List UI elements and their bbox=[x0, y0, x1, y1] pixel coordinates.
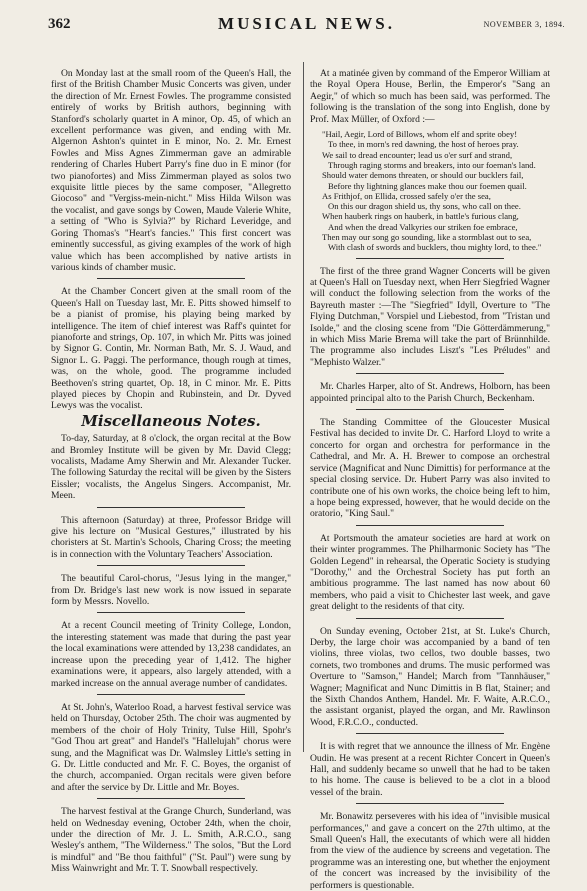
article-paragraph: On Monday last at the small room of the Queen's Hall, the first of the British Chamber Music Concerts was given, under the direction of Mr. Ernest Fowles. The programme consisted entirely of works by British authors, beginning with Stanford's scholarly quartet in A minor, Op. 45, of which an excellent performance was given, and ending with Mr. Algernon Ashton's quintet in E minor, No. 2. Mr. Ernest Fowles and Miss Agnes Zimmerman gave an admirable rendering of Charles Hubert Parry's fine duo in E minor (for two pianofortes) and Miss Zimmerman played as solos two exquisite little pieces by the same composer, "Allegretto Giocoso" and "Vergiss-mein-nicht." Miss Hilda Wilson was the vocalist, and gave songs by Cowen, Maude Valerie White, a setting of "Who is Sylvia?" by Richard Leveridge, and Goring Thomas's "Heart's fancies." This first concert was eminently successful, as giving examples of the work of high value which has been accomplished by native artists in various kinds of chamber music. bbox=[51, 68, 291, 273]
column-divider bbox=[303, 62, 304, 752]
article-paragraph: At a matinée given by command of the Emperor William at the Royal Opera House, Berlin, the Emperor's "Sang an Aegir," of which so much has been said, was performed. The following is the translation of the song into English, done by Prof. Max Müller, of Oxford :— bbox=[310, 68, 550, 125]
section-divider bbox=[356, 373, 504, 374]
page-header bbox=[48, 14, 565, 36]
poem-line: With clash of swords and bucklers, thou mighty lord, to thee." bbox=[328, 242, 542, 253]
section-heading: Miscellaneous Notes. bbox=[81, 411, 261, 430]
article-paragraph: The beautiful Carol-chorus, "Jesus lying in the manger," from Dr. Bridge's last new work is now issued in separate form by Messrs. Novello. bbox=[51, 573, 291, 608]
poem-line: Before thy lightning glances make thou our foemen quail. bbox=[328, 180, 527, 191]
article-paragraph: This afternoon (Saturday) at three, Professor Bridge will give his lecture on "Musical Gestures," illustrated by his choristers at St. Martin's Schools, Charing Cross; the meeting is in connection with the Voluntary Teachers' Association. bbox=[51, 514, 291, 560]
article-paragraph: At the Chamber Concert given at the small room of the Queen's Hall on Tuesday last, Mr. E. Pitts showed himself to be a pianist of promise, his playing being marked by intelligence. The item of chief interest was Raff's quintet for pianoforte and strings, Op. 107, in which Mr. Pitts was joined by Signor G. Contin, Mr. Norman Bath, Mr. S. J. Waud, and Signor L. G. Paggi. The performance, though rough at times, was, on the whole, good. The programme included Beethoven's string quartet, Op. 18, in C minor. Mr. E. Pitts played pieces by Chopin and Rubinstein, and Dr. Dyved Lewys was the vocalist. bbox=[51, 286, 291, 412]
section-divider bbox=[97, 798, 245, 799]
poem-line: When hauberk rings on hauberk, in battle's furious clang, bbox=[322, 211, 519, 222]
article-paragraph: At St. John's, Waterloo Road, a harvest festival service was held on Thursday, October 25th. The choir was augmented by members of the choir of Holy Trinity, Tulse Hill, Spohr's "God Thou art great" and Handel's "Hallelujah" chorus were sung, and the Magnificat was Dr. Walmsley Little's setting in G. Dr. Little conducted and Mr. F. C. Boyes, the organist of the church, accompanied. Organ recitals were given before and after the service by Dr. Little and Mr. Boyes. bbox=[51, 701, 291, 793]
publication-title: MUSICAL NEWS. bbox=[218, 14, 395, 33]
article-paragraph: The harvest festival at the Grange Church, Sunderland, was held on Wednesday evening, October 24th, when the choir, under the direction of Mr. J. L. Smith, A.R.C.O., sang Wesley's anthem, "The Wilderness." The solos, "But the Lord is mindful" and "Be thou faithful" ("St. Paul") were sung by Miss Wainwright and Mr. T. T. Snowball respectively. bbox=[51, 806, 291, 875]
article-paragraph: On Sunday evening, October 21st, at St. Luke's Church, Derby, the large choir was accompanied by a band of ten violins, three violas, two cellos, two double basses, two cornets, two trombones and drums. The music performed was Overture to "Samson," Handel; March from "Tannhäuser," Wagner; Magnificat and Nunc Dimittis in B flat, Stainer; and the Sixth Chandos Anthem, Handel. Mr. F. Waite, A.R.C.O., the assistant organist, played the organ, and Mr. Rawlinson Wood, F.R.C.O., conducted. bbox=[310, 625, 550, 728]
section-divider bbox=[97, 612, 245, 613]
section-divider bbox=[356, 618, 504, 619]
article-paragraph: The first of the three grand Wagner Concerts will be given at Queen's Hall on Tuesday next, when Herr Siegfried Wagner will conduct the following selection from the works of the Bayreuth master :—The "Siegfried" Idyll, Overture to "The Flying Dutchman," Vorspiel und Liebestod, from "Tristan und Isolde," and the closing scene from "Die Götterdämmerung," in which Miss Marie Brema will take the part of Brünnhilde. The programme also includes Liszt's "Les Préludes" and "Mephisto Walzer." bbox=[310, 265, 550, 368]
article-paragraph: To-day, Saturday, at 8 o'clock, the organ recital at the Bow and Bromley Institute will be given by Mr. David Clegg; vocalists, Madame Amy Sherwin and Mr. Alexander Tucker. The following Saturday the recital will be given by the Sisters Eissler; vocalists, the Angelus Singers. Accompanist, Mr. Meen. bbox=[51, 433, 291, 502]
article-paragraph: At Portsmouth the amateur societies are hard at work on their winter programmes. The Philharmonic Society has "The Golden Legend" in rehearsal, the Operatic Society is studying "Dorothy," and the Orchestral Society has put forth an ambitious programme. The last named has now about 60 members, who paid a visit to Chichester last week, and gave great delight to the residents of that city. bbox=[310, 532, 550, 613]
poem-line: And when the dread Valkyries our striken foe embrace, bbox=[328, 221, 518, 232]
section-divider bbox=[356, 803, 504, 804]
article-paragraph: Mr. Charles Harper, alto of St. Andrews, Holborn, has been appointed principal alto to the Parish Church, Beckenham. bbox=[310, 381, 550, 404]
section-divider bbox=[97, 694, 245, 695]
left-column bbox=[51, 68, 291, 875]
poem-line: Then may our song go sounding, like a stormblast out to sea, bbox=[322, 232, 532, 242]
poem-line: "Hail, Aegir, Lord of Billows, whom elf and sprite obey! bbox=[322, 129, 518, 140]
poem-line: We sail to dread encounter; lead us o'er surf and strand, bbox=[322, 149, 513, 160]
right-column bbox=[310, 68, 550, 891]
poem-line: Through raging storms and breakers, into our foeman's land. bbox=[328, 159, 536, 170]
poem-line: As Frithjof, on Ellida, crossed safely o'er the sea, bbox=[322, 190, 491, 201]
poem-line: On this our dragon shield us, thy sons, who call on thee. bbox=[328, 201, 521, 212]
article-paragraph: At a recent Council meeting of Trinity College, London, the interesting statement was made that during the past year the local examinations were attended by 13,238 candidates, an increase upon the preceding year of 1,412. The higher examinations were, it appears, also largely attended, with a marked increase on the annual average number of candidates. bbox=[51, 620, 291, 689]
poem-line: Should water demons threaten, or should our bucklers fail, bbox=[322, 170, 524, 181]
poem-line: To thee, in morn's red dawning, the host of heroes pray. bbox=[328, 139, 519, 150]
section-divider bbox=[356, 258, 504, 259]
issue-date: NOVEMBER 3, 1894. bbox=[483, 20, 565, 29]
section-divider bbox=[356, 733, 504, 734]
page-number: 362 bbox=[48, 16, 71, 32]
article-paragraph: It is with regret that we announce the illness of Mr. Engène Oudin. He was present at a recent Richter Concert in Queen's Hall, and suddenly became so unwell that he had to be taken to his home. The cause is believed to be a clot in a blood vessel of the brain. bbox=[310, 741, 550, 798]
section-divider bbox=[97, 507, 245, 508]
section-divider bbox=[97, 565, 245, 566]
article-paragraph: The Standing Committee of the Gloucester Musical Festival has decided to invite Dr. C. Harford Lloyd to write a concerto for organ and orchestra for performance in the Cathedral, and Mr. A. H. Brewer to compose an orchestral service (Magnificat and Nunc Dimittis) for performance at the special closing service. Dr. Hubert Parry was also invited to contribute one of his own works, the choice being left to him, a hope being expressed, however, that he would decide on the oratorio, "King Saul." bbox=[310, 417, 550, 520]
section-divider bbox=[356, 525, 504, 526]
poem-translation bbox=[322, 129, 550, 253]
section-divider bbox=[356, 409, 504, 410]
section-divider bbox=[97, 278, 245, 279]
article-paragraph: Mr. Bonawitz perseveres with his idea of "invisible musical performances," and gave a concert on the 27th ultimo, at the Small Queen's Hall, the executants of which were all hidden from the view of the audience by screens and vegetation. The programme was an interesting one, but whether the enjoyment of the concert was increased by the invisibility of the performers is questionable. bbox=[310, 811, 550, 891]
